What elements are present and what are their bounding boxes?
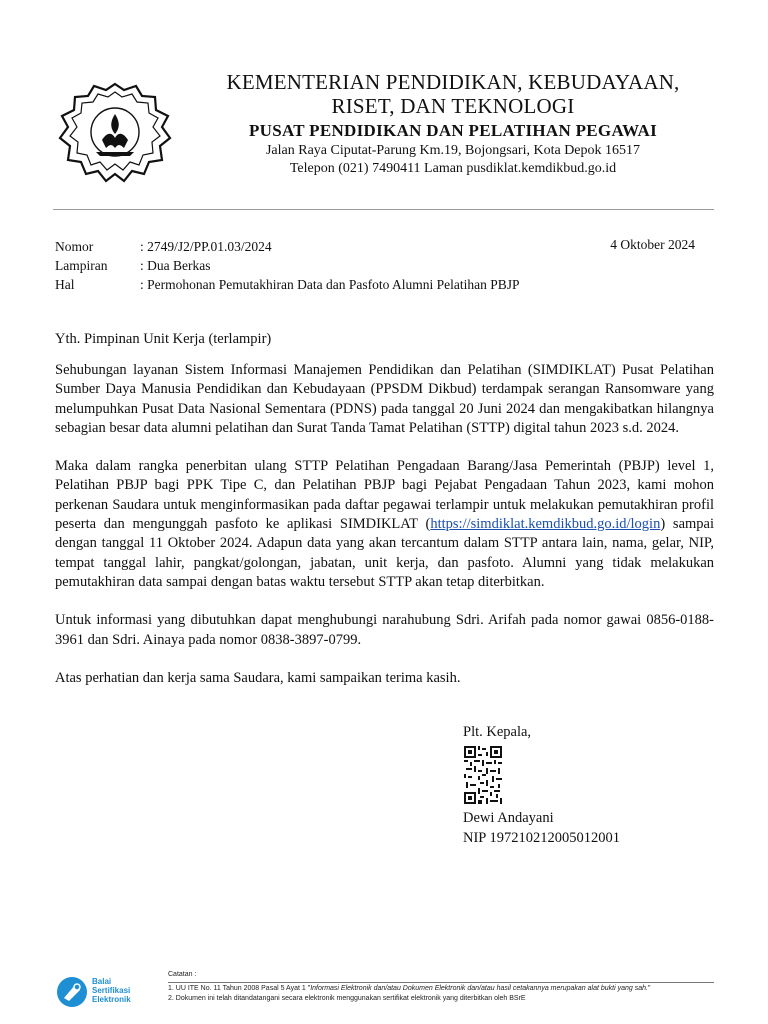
bsre-line1: Balai xyxy=(92,977,112,986)
note-1-quote: Informasi Elektronik dan/atau Dokumen Elektronik dan/atau hasil cetakannya merupakan alat bukti yang sah. xyxy=(310,985,648,992)
paragraph-2 xyxy=(55,457,714,592)
letterhead xyxy=(0,0,768,215)
office-contact: Telepon (021) 7490411 Laman pusdiklat.kemdikbud.go.id xyxy=(289,161,617,176)
simdiklat-login-link[interactable]: https://simdiklat.kemdikbud.go.id/login xyxy=(430,516,661,533)
lampiran-label: Lampiran xyxy=(55,258,108,273)
bsre-logo-icon xyxy=(55,975,89,1009)
lampiran-row xyxy=(55,256,695,275)
letter-date: 4 Oktober 2024 xyxy=(610,237,695,252)
paragraph-2-text-end: ) sampai dengan tanggal 11 Oktober 2024. Adapun data yang akan tercantum dalam STTP antara lain, nama, gelar, NIP, tempat tanggal lahir, pangkat/golongan, jabatan, unit kerja, dan pasfoto. Alumni yang tidak melakukan pemutakhiran data sampai dengan batas waktu tersebut STTP akan tetap diterbitkan. xyxy=(55,516,714,590)
note-1-end: " xyxy=(647,985,651,992)
note-1 xyxy=(168,984,714,994)
bsre-logo xyxy=(55,975,165,1011)
nomor-label: Nomor xyxy=(55,239,94,254)
hal-row xyxy=(55,275,695,294)
nomor-value: : 2749/J2/PP.01.03/2024 xyxy=(140,239,272,254)
unit-name: PUSAT PENDIDIKAN DAN PELATIHAN PEGAWAI xyxy=(248,121,658,140)
hal-label: Hal xyxy=(55,277,75,292)
signatory-name: Dewi Andayani xyxy=(463,810,554,826)
notes-divider xyxy=(168,982,714,983)
letterhead-divider xyxy=(53,209,714,210)
bsre-wordmark xyxy=(92,977,131,1004)
bsre-line2: Sertifikasi xyxy=(92,986,131,995)
footer-notes xyxy=(168,970,714,1004)
paragraph-1: Sehubungan layanan Sistem Informasi Manajemen Pendidikan dan Pelatihan (SIMDIKLAT) Pusat Pelatihan Sumber Daya Manusia Pendidikan dan Kebudayaan (PPSDM Dikbud) terdampak serangan Ransomware yang melumpuhkan Pusat Data Nasional Sementara (PDNS) pada tanggal 20 Juni 2024 dan mengakibatkan hilangnya sebagian besar data alumni pelatihan dan Surat Tanda Tamat Pelatihan (STTP) digital tahun 2023 s.d. 2024. xyxy=(55,362,714,436)
nomor-row xyxy=(55,237,695,256)
note-2: 2. Dokumen ini telah ditandatangani secara elektronik menggunakan sertifikat elektronik yang diterbitkan oleh BSrE xyxy=(168,995,526,1002)
letter-body xyxy=(55,361,714,707)
lampiran-value: : Dua Berkas xyxy=(140,258,211,273)
signatory-title: Plt. Kepala, xyxy=(463,724,532,740)
hal-value: : Permohonan Pemutakhiran Data dan Pasfoto Alumni Pelatihan PBJP xyxy=(140,277,520,292)
paragraph-4: Atas perhatian dan kerja sama Saudara, kami sampaikan terima kasih. xyxy=(55,669,461,686)
paragraph-3: Untuk informasi yang dibutuhkan dapat menghubungi narahubung Sdri. Arifah pada nomor gawai 0856-0188-3961 dan Sdri. Ainaya pada nomor 0838-3897-0799. xyxy=(55,612,714,648)
signatory-nip: NIP 197210212005012001 xyxy=(463,830,620,846)
note-1-text: 1. UU ITE No. 11 Tahun 2008 Pasal 5 Ayat 1 " xyxy=(168,985,311,992)
signature-block xyxy=(463,722,620,848)
ministry-name-line2: RISET, DAN TEKNOLOGI xyxy=(331,94,575,118)
paragraph-2-text-start: Maka dalam rangka penerbitan ulang STTP Pelatihan Pengadaan Barang/Jasa Pemerintah (PBJP) level 1, Pelatihan PBJP bagi PPK Tipe C, dan Pelatihan PBJP bagi Pejabat Pengadaan Tahun 2023, kami mohon perkenan Saudara untuk menginformasikan pada daftar pegawai terlampir untuk melakukan pemutakhiran profil peserta dan mengunggah pasfoto ke aplikasi SIMDIKLAT ( xyxy=(55,458,714,533)
ministry-name-line1: KEMENTERIAN PENDIDIKAN, KEBUDAYAAN, xyxy=(226,70,680,94)
office-address: Jalan Raya Ciputat-Parung Km.19, Bojongsari, Kota Depok 16517 xyxy=(265,143,641,158)
salutation: Yth. Pimpinan Unit Kerja (terlampir) xyxy=(55,331,272,347)
tut-wuri-handayani-emblem-icon xyxy=(52,80,178,186)
notes-title: Catatan : xyxy=(168,971,197,978)
qr-code-icon xyxy=(463,745,503,805)
bsre-line3: Elektronik xyxy=(92,995,131,1004)
letter-metadata xyxy=(55,237,695,294)
